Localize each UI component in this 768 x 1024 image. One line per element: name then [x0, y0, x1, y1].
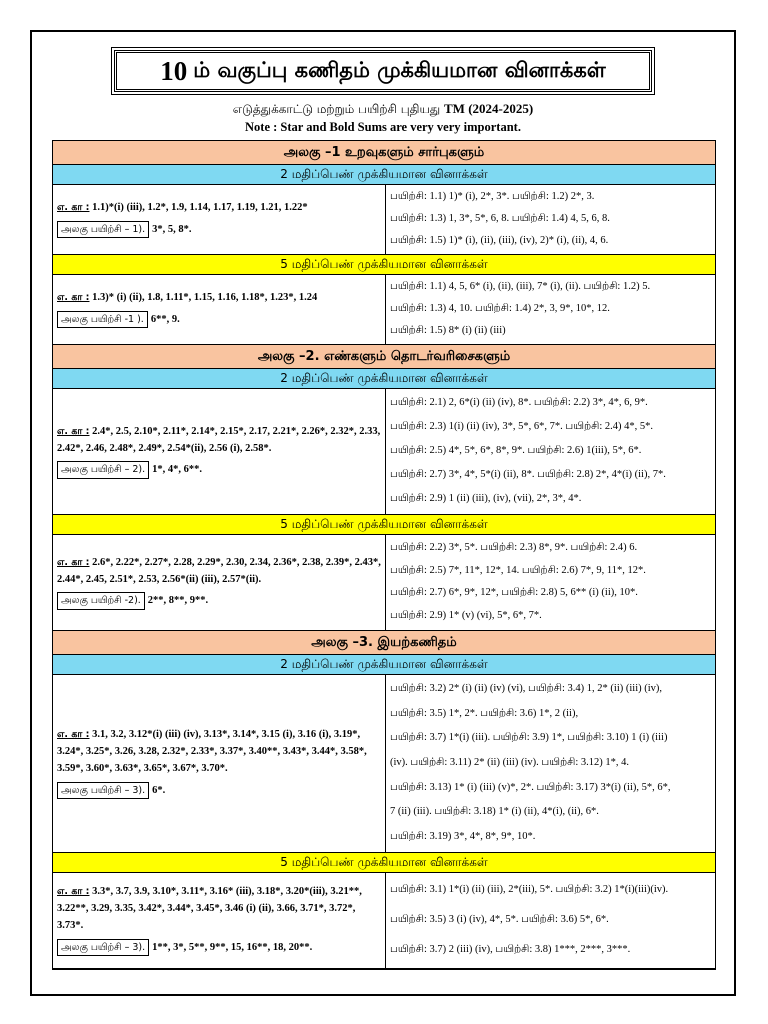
exercise-line: பயிற்சி: 2.3) 1(i) (ii) (iv), 3*, 5*, 6*, 7*. பயிற்சி: 2.4) 4*, 5*.	[390, 420, 654, 432]
exercises-cell	[386, 275, 715, 344]
exercises-cell	[386, 675, 715, 852]
examples-cell	[53, 675, 386, 852]
unit-practice-line	[57, 782, 381, 800]
page-title: ம் வகுப்பு கணிதம் முக்கியமான வினாக்கள்	[193, 57, 606, 82]
unit-header: அலகு –2. எண்களும் தொடர்வரிசைகளும்	[53, 345, 715, 369]
exercise-line: பயிற்சி: 1.1) 1)* (i), 2*, 3*. பயிற்சி: 1.2) 2*, 3.	[390, 191, 595, 203]
unit-header: அலகு –1 உறவுகளும் சார்புகளும்	[53, 141, 715, 165]
exercise-line: பயிற்சி: 1.5) 1)* (i), (ii), (iii), (iv), 2)* (i), (ii), 4, 6.	[390, 234, 609, 246]
unit-practice-line	[57, 939, 381, 957]
unit-practice-label: அலகு பயிற்சி – 2).	[57, 461, 149, 478]
question-row	[53, 185, 715, 255]
mark-header: 5 மதிப்பெண் முக்கியமான வினாக்கள்	[53, 255, 715, 275]
title-box	[114, 50, 652, 92]
unit-practice-label: அலகு பயிற்சி -2).	[57, 592, 145, 609]
content-table	[52, 140, 716, 970]
exercise-line: (iv). பயிற்சி: 3.11) 2* (ii) (iii) (iv). பயிற்சி: 3.12) 1*, 4.	[390, 757, 630, 769]
example-label: எ. கா :	[57, 729, 90, 741]
question-row	[53, 873, 715, 969]
unit-practice-line	[57, 461, 381, 479]
mark-header: 2 மதிப்பெண் முக்கியமான வினாக்கள்	[53, 369, 715, 389]
example-list: 3.1, 3.2, 3.12*(i) (iii) (iv), 3.13*, 3.14*, 3.15 (i), 3.16 (i), 3.19*, 3.24*, 3.25*, 3.26, 3.28, 2.32*, 2.33*, 3.37*, 3.40**, 3.43*, 3.44*, 3.58*, 3.59*, 3.60*, 3.63*, 3.65*, 3.67*, 3.70*.	[57, 729, 367, 774]
unit-practice-list: 3*, 5, 8*.	[152, 224, 192, 235]
unit-practice-label: அலகு பயிற்சி – 3).	[57, 782, 149, 799]
exercise-line: பயிற்சி: 3.5) 1*, 2*. பயிற்சி: 3.6) 1*, 2 (ii),	[390, 707, 579, 719]
exercise-line: பயிற்சி: 3.7) 1*(i) (iii). பயிற்சி: 3.9) 1*, பயிற்சி: 3.10) 1 (i) (iii)	[390, 732, 668, 744]
example-label: எ. கா :	[57, 886, 90, 898]
examples-cell	[53, 185, 386, 254]
exercise-line: பயிற்சி: 1.1) 4, 5, 6* (i), (ii), (iii), 7* (i), (ii). பயிற்சி: 1.2) 5.	[390, 281, 651, 293]
unit-practice-label: அலகு பயிற்சி – 3).	[57, 939, 149, 956]
example-list: 1.3)* (i) (ii), 1.8, 1.11*, 1.15, 1.16, 1.18*, 1.23*, 1.24	[92, 292, 318, 304]
question-row	[53, 535, 715, 631]
unit-practice-list: 1**, 3*, 5**, 9**, 15, 16**, 18, 20**.	[152, 941, 313, 953]
exercises-cell	[386, 185, 715, 254]
exercise-line: பயிற்சி: 1.3) 4, 10. பயிற்சி: 1.4) 2*, 3, 9*, 10*, 12.	[390, 303, 610, 315]
unit-practice-label: அலகு பயிற்சி -1 ).	[57, 311, 148, 328]
exercises-cell	[386, 535, 715, 630]
mark-header: 2 மதிப்பெண் முக்கியமான வினாக்கள்	[53, 165, 715, 185]
unit-practice-line	[57, 311, 381, 329]
examples-line	[57, 424, 381, 458]
unit-practice-line	[57, 592, 381, 610]
exercise-line: பயிற்சி: 3.1) 1*(i) (ii) (iii), 2*(iii), 5*. பயிற்சி: 3.2) 1*(i)(iii)(iv).	[390, 883, 669, 895]
exercise-line: பயிற்சி: 3.5) 3 (i) (iv), 4*, 5*. பயிற்சி: 3.6) 5*, 6*.	[390, 914, 609, 926]
examples-line	[57, 555, 381, 589]
examples-cell	[53, 535, 386, 630]
example-label: எ. கா :	[57, 292, 90, 304]
exercise-line: பயிற்சி: 2.7) 6*, 9*, 12*, பயிற்சி: 2.8) 5, 6** (i) (ii), 10*.	[390, 587, 638, 599]
unit-practice-list: 6*.	[152, 784, 166, 796]
example-list: 2.6*, 2.22*, 2.27*, 2.28, 2.29*, 2.30, 2.34, 2.36*, 2.38, 2.39*, 2.43*, 2.44*, 2.45, 2.51*, 2.53, 2.56*(ii) (iii), 2.57*(ii).	[57, 556, 381, 585]
unit-practice-line	[57, 221, 381, 239]
note: Note : Star and Bold Sums are very very important.	[245, 120, 521, 134]
exercise-line: பயிற்சி: 2.5) 4*, 5*, 6*, 8*, 9*. பயிற்சி: 2.6) 1(iii), 5*, 6*.	[390, 445, 642, 457]
examples-cell	[53, 389, 386, 514]
mark-header: 2 மதிப்பெண் முக்கியமான வினாக்கள்	[53, 655, 715, 675]
exercise-line: பயிற்சி: 1.5) 8* (i) (ii) (iii)	[390, 324, 506, 336]
exercise-line: பயிற்சி: 2.9) 1* (v) (vi), 5*, 6*, 7*.	[390, 610, 542, 622]
exercise-line: 7 (ii) (iii). பயிற்சி: 3.18) 1* (i) (ii), 4*(i), (ii), 6*.	[390, 806, 599, 818]
exercises-cell	[386, 873, 715, 968]
exercises-cell	[386, 389, 715, 514]
exercise-line: பயிற்சி: 1.3) 1, 3*, 5*, 6, 8. பயிற்சி: 1.4) 4, 5, 6, 8.	[390, 213, 610, 225]
unit-header: அலகு –3. இயற்கணிதம்	[53, 631, 715, 655]
question-row	[53, 675, 715, 853]
example-label: எ. கா :	[57, 425, 90, 437]
examples-line	[57, 290, 381, 307]
examples-line	[57, 884, 381, 934]
mark-header: 5 மதிப்பெண் முக்கியமான வினாக்கள்	[53, 515, 715, 535]
question-row	[53, 275, 715, 345]
exercise-line: பயிற்சி: 2.5) 7*, 11*, 12*, 14. பயிற்சி: 2.6) 7*, 9, 11*, 12*.	[390, 564, 646, 576]
question-row	[53, 389, 715, 515]
example-label: எ. கா :	[57, 556, 90, 568]
subtitle-tamil: எடுத்துக்காட்டு மற்றும் பயிற்சி புதியது	[232, 102, 441, 116]
page-border	[30, 30, 736, 996]
examples-line	[57, 200, 381, 217]
example-list: 1.1)*(i) (iii), 1.2*, 1.9, 1.14, 1.17, 1.19, 1.21, 1.22*	[92, 202, 308, 214]
exercise-line: பயிற்சி: 3.19) 3*, 4*, 8*, 9*, 10*.	[390, 831, 536, 843]
example-list: 3.3*, 3.7, 3.9, 3.10*, 3.11*, 3.16* (iii), 3.18*, 3.20*(iii), 3.21**, 3.22**, 3.29, 3.35, 3.42*, 3.44*, 3.45*, 3.46 (i) (ii), 3.66, 3.71*, 3.72*, 3.73*.	[57, 886, 362, 931]
exercise-line: பயிற்சி: 2.1) 2, 6*(i) (ii) (iv), 8*. பயிற்சி: 2.2) 3*, 4*, 6, 9*.	[390, 396, 648, 408]
exercise-line: பயிற்சி: 3.2) 2* (i) (ii) (iv) (vi), பயிற்சி: 3.4) 1, 2* (ii) (iii) (iv),	[390, 682, 663, 694]
exercise-line: பயிற்சி: 2.2) 3*, 5*. பயிற்சி: 2.3) 8*, 9*. பயிற்சி: 2.4) 6.	[390, 541, 638, 553]
grade-number: 10	[160, 55, 188, 86]
exercise-line: பயிற்சி: 2.9) 1 (ii) (iii), (iv), (vii), 2*, 3*, 4*.	[390, 493, 582, 505]
examples-cell	[53, 873, 386, 968]
examples-line	[57, 727, 381, 777]
examples-cell	[53, 275, 386, 344]
mark-header: 5 மதிப்பெண் முக்கியமான வினாக்கள்	[53, 853, 715, 873]
example-list: 2.4*, 2.5, 2.10*, 2.11*, 2.14*, 2.15*, 2.17, 2.21*, 2.26*, 2.32*, 2.33, 2.42*, 2.46, 2.48*, 2.49*, 2.54*(ii), 2.56 (i), 2.58*.	[57, 425, 381, 454]
exercise-line: பயிற்சி: 3.7) 2 (iii) (iv), பயிற்சி: 3.8) 1***, 2***, 3***.	[390, 944, 631, 956]
subtitle	[32, 101, 734, 118]
unit-practice-label: அலகு பயிற்சி – 1).	[57, 221, 149, 238]
unit-practice-list: 1*, 4*, 6**.	[152, 464, 203, 476]
unit-practice-list: 2**, 8**, 9**.	[147, 595, 209, 607]
exercise-line: பயிற்சி: 2.7) 3*, 4*, 5*(i) (ii), 8*. பயிற்சி: 2.8) 2*, 4*(i) (ii), 7*.	[390, 469, 666, 481]
exercise-line: பயிற்சி: 3.13) 1* (i) (iii) (v)*, 2*. பயிற்சி: 3.17) 3*(i) (ii), 5*, 6*,	[390, 781, 671, 793]
example-label: எ. கா :	[57, 202, 90, 214]
unit-practice-list: 6**, 9.	[150, 314, 180, 325]
subtitle-year: TM (2024-2025)	[444, 101, 534, 116]
